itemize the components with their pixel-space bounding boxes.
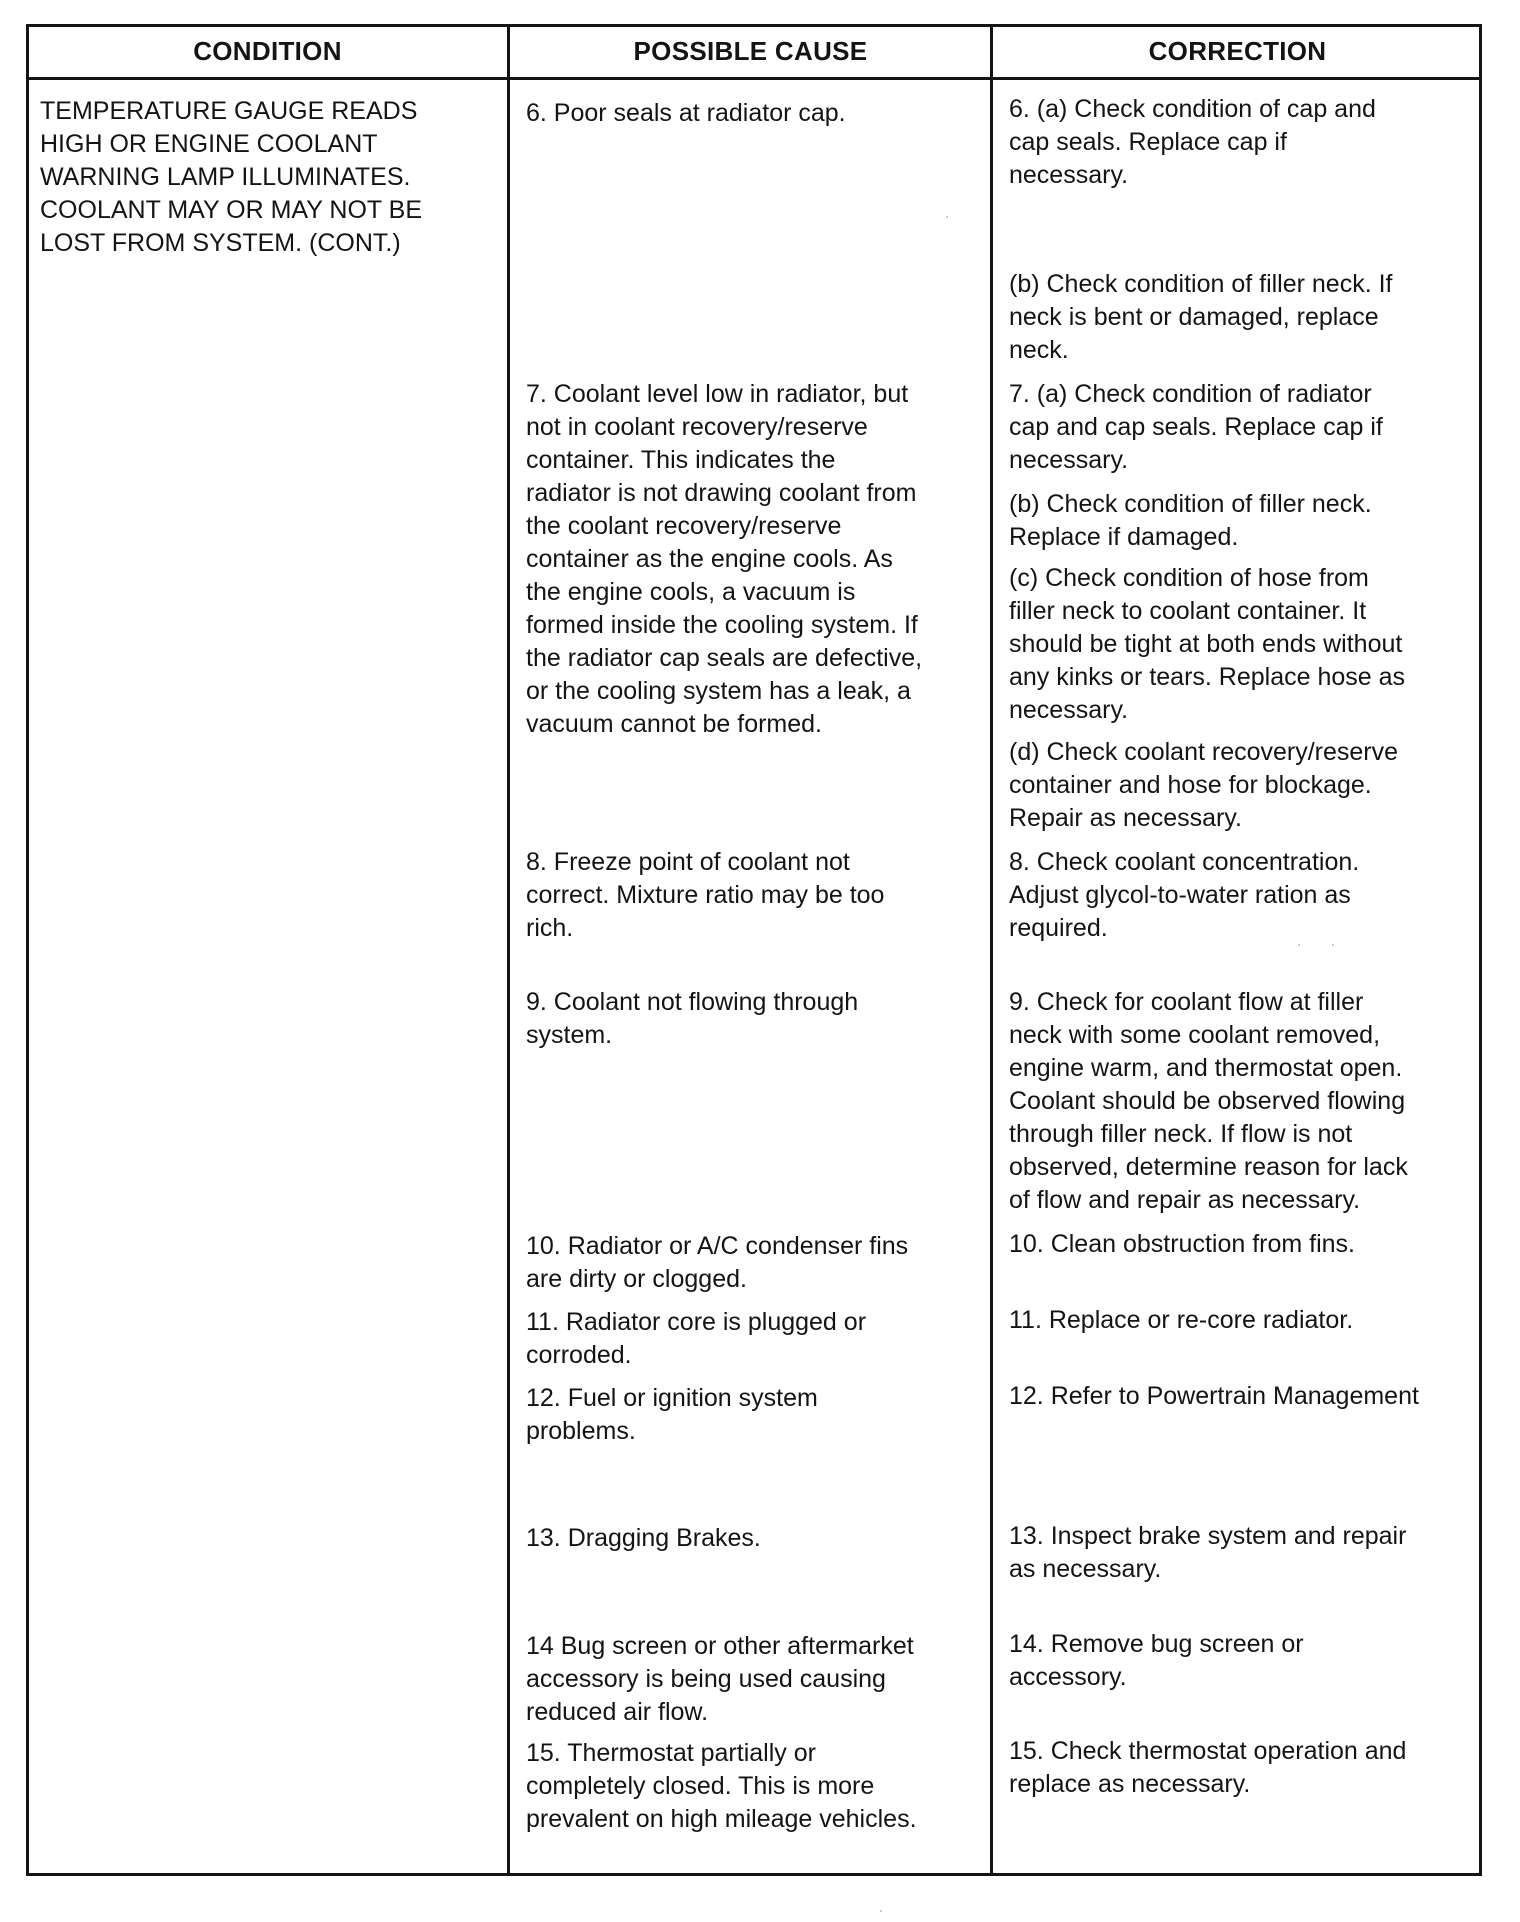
correction-11: 11. Replace or re-core radiator. <box>1009 1306 1354 1334</box>
correction-13: 13. Inspect brake system and repair as necessary. <box>1009 1522 1407 1583</box>
correction-12: 12. Refer to Powertrain Management <box>1009 1382 1419 1410</box>
scan-speck <box>1298 944 1300 946</box>
correction-7d: (d) Check coolant recovery/reserve container and hose for blockage. Repair as necessary. <box>1009 738 1399 832</box>
header-possible-cause: POSSIBLE CAUSE <box>633 36 868 66</box>
cause-8: 8. Freeze point of coolant not correct. Mixture ratio may be too rich. <box>526 848 885 942</box>
correction-7a: 7. (a) Check condition of radiator cap and cap seals. Replace cap if necessary. <box>1009 380 1383 474</box>
correction-6b: (b) Check condition of filler neck. If neck is bent or damaged, replace neck. <box>1009 270 1393 364</box>
cause-12: 12. Fuel or ignition system problems. <box>526 1384 818 1445</box>
cause-14: 14 Bug screen or other aftermarket accessory is being used causing reduced air flow. <box>526 1632 914 1726</box>
correction-8: 8. Check coolant concentration. Adjust glycol-to-water ration as required. <box>1009 848 1360 942</box>
cause-10: 10. Radiator or A/C condenser fins are dirty or clogged. <box>526 1232 909 1293</box>
correction-14: 14. Remove bug screen or accessory. <box>1009 1630 1304 1691</box>
scan-speck <box>880 1910 882 1912</box>
cause-7: 7. Coolant level low in radiator, but not in coolant recovery/reserve container. This indicates the radiator is not drawing coolant from the coolant recovery/reserve container as the engine cools. As the engine cools, a vacuum is formed inside the cooling system. If the radiator cap seals are defective, or the cooling system has a leak, a vacuum cannot be formed. <box>526 380 923 738</box>
cause-13: 13. Dragging Brakes. <box>526 1524 761 1552</box>
correction-6a: 6. (a) Check condition of cap and cap seals. Replace cap if necessary. <box>1009 95 1376 189</box>
cause-11: 11. Radiator core is plugged or corroded. <box>526 1308 867 1369</box>
scan-speck <box>1332 944 1334 946</box>
header-correction: CORRECTION <box>1148 36 1327 66</box>
header-condition: CONDITION <box>193 36 342 66</box>
condition-text: TEMPERATURE GAUGE READS HIGH OR ENGINE COOLANT WARNING LAMP ILLUMINATES. COOLANT MAY OR MAY NOT BE LOST FROM SYSTEM. (CONT.) <box>40 97 423 257</box>
cause-15: 15. Thermostat partially or completely closed. This is more prevalent on high mileage vehicles. <box>526 1739 917 1833</box>
cause-6: 6. Poor seals at radiator cap. <box>526 99 846 127</box>
correction-9: 9. Check for coolant flow at filler neck with some coolant removed, engine warm, and thermostat open. Coolant should be observed flowing through filler neck. If flow is not observed, determine reason for lack of flow and repair as necessary. <box>1009 988 1408 1214</box>
column-divider-2 <box>990 24 993 1876</box>
correction-10: 10. Clean obstruction from fins. <box>1009 1230 1355 1258</box>
column-divider-1 <box>507 24 510 1876</box>
scan-speck <box>946 216 948 218</box>
correction-7b: (b) Check condition of filler neck. Replace if damaged. <box>1009 490 1372 551</box>
correction-15: 15. Check thermostat operation and replace as necessary. <box>1009 1737 1407 1798</box>
correction-7c: (c) Check condition of hose from filler neck to coolant container. It should be tight at both ends without any kinks or tears. Replace hose as necessary. <box>1009 564 1406 724</box>
header-divider <box>26 77 1482 80</box>
cause-9: 9. Coolant not flowing through system. <box>526 988 859 1049</box>
